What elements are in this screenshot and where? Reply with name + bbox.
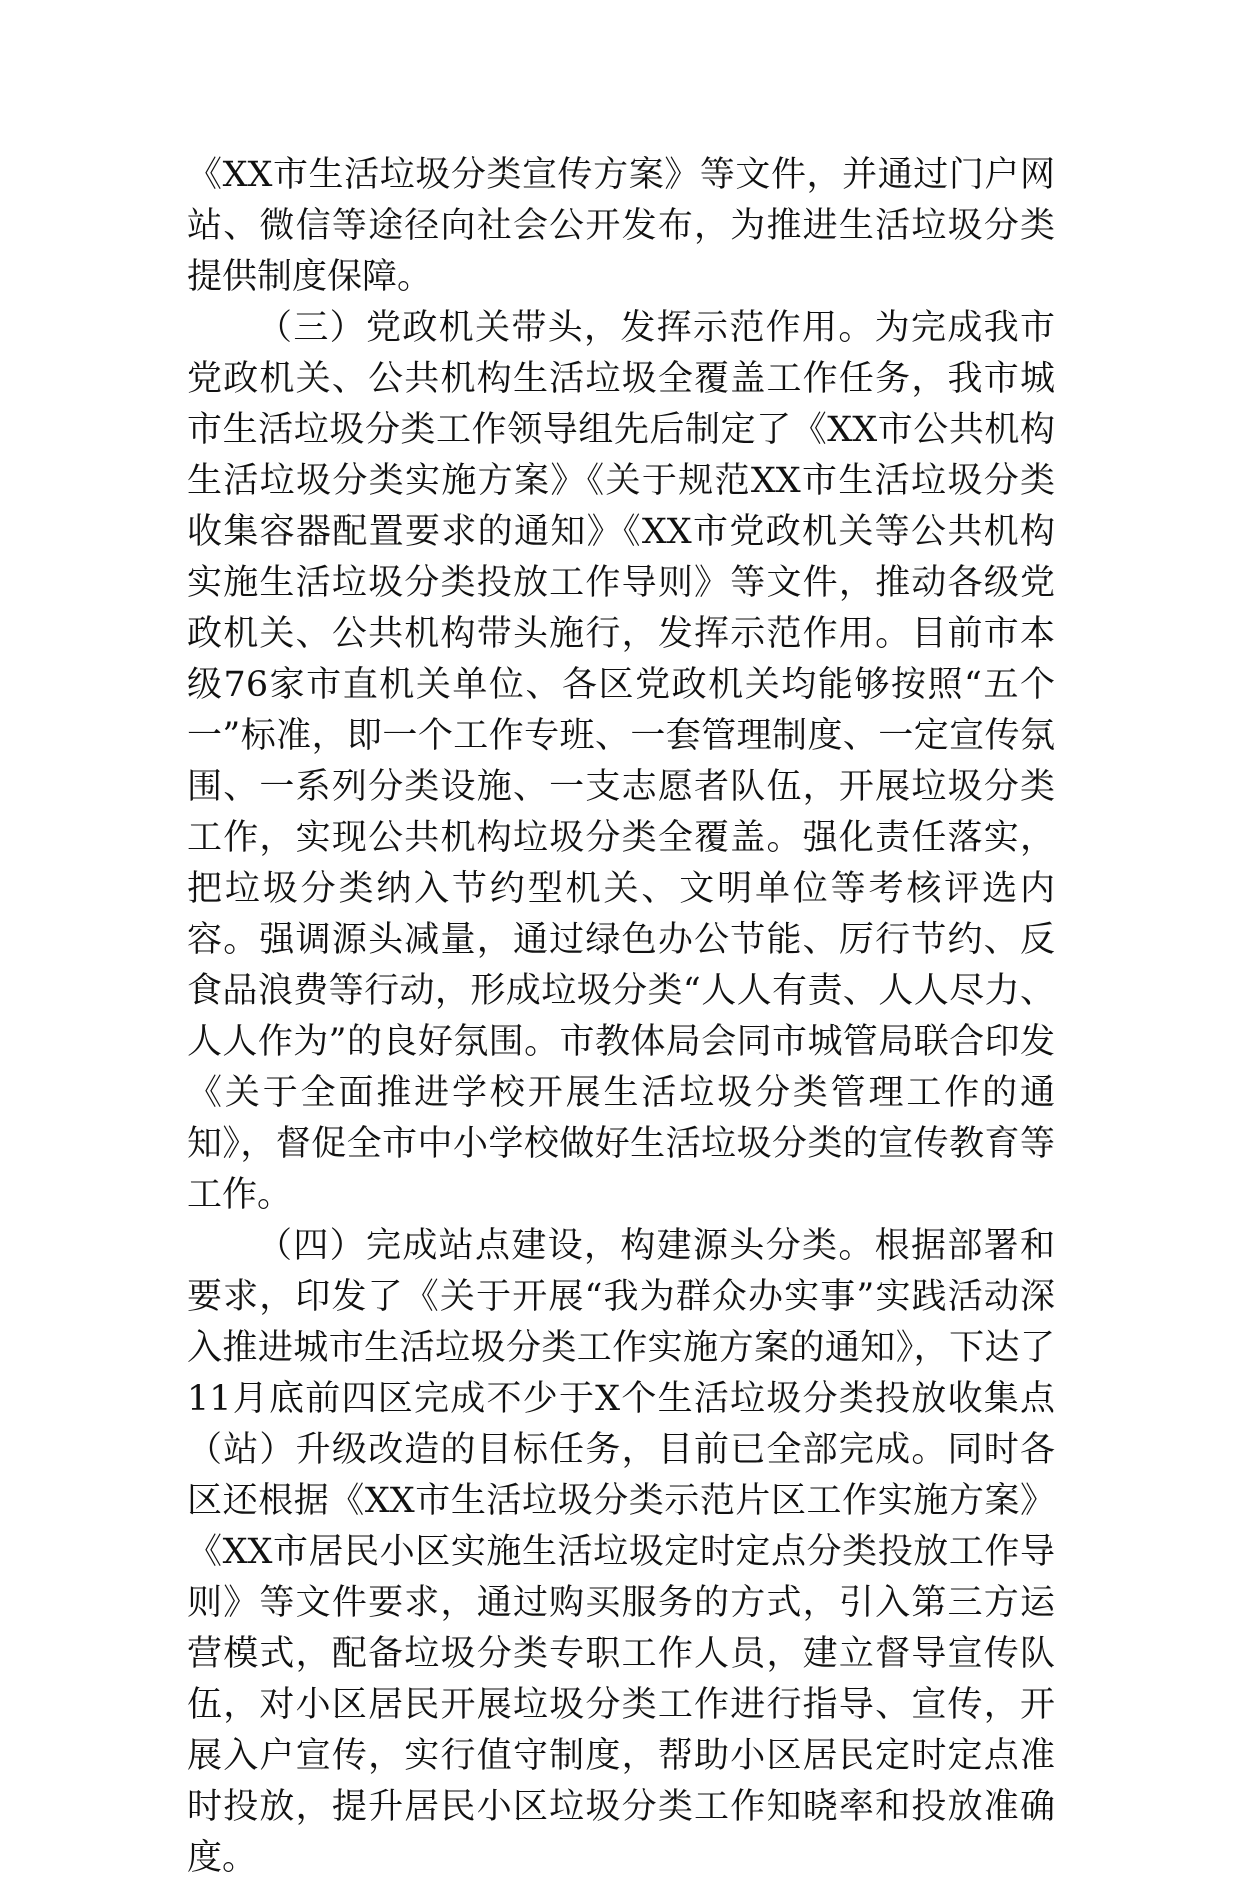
paragraph-section-4: （四）完成站点建设，构建源头分类。根据部署和要求，印发了《关于开展“我为群众办实事”实践活动深入推进城市生活垃圾分类工作实施方案的通知》，下达了11月底前四区完成不少于X个生活垃圾分类投放收集点（站）升级改造的目标任务，目前已全部完成。同时各区还根据《XX市生活垃圾分类示范片区工作实施方案》《XX市居民小区实施生活垃圾定时定点分类投放工作导则》等文件要求，通过购买服务的方式，引入第三方运营模式，配备垃圾分类专职工作人员，建立督导宣传队伍，对小区居民开展垃圾分类工作进行指导、宣传，开展入户宣传，实行值守制度，帮助小区居民定时定点准时投放，提升居民小区垃圾分类工作知晓率和投放准确度。: [187, 1226, 1055, 1878]
paragraph-section-3: （三）党政机关带头，发挥示范作用。为完成我市党政机关、公共机构生活垃圾全覆盖工作任务，我市城市生活垃圾分类工作领导组先后制定了《XX市公共机构生活垃圾分类实施方案》《关于规范XX市生活垃圾分类收集容器配置要求的通知》《XX市党政机关等公共机构实施生活垃圾分类投放工作导则》等文件，推动各级党政机关、公共机构带头施行，发挥示范作用。目前市本级76家市直机关单位、各区党政机关均能够按照“五个一”标准，即一个工作专班、一套管理制度、一定宣传氛围、一系列分类设施、一支志愿者队伍，开展垃圾分类工作，实现公共机构垃圾分类全覆盖。强化责任落实，把垃圾分类纳入节约型机关、文明单位等考核评选内容。强调源头减量，通过绿色办公节能、厉行节约、反食品浪费等行动，形成垃圾分类“人人有责、人人尽力、人人作为”的良好氛围。市教体局会同市城管局联合印发《关于全面推进学校开展生活垃圾分类管理工作的通知》，督促全市中小学校做好生活垃圾分类的宣传教育等工作。: [187, 308, 1055, 1215]
document-body: [187, 150, 1055, 1884]
paragraph-continuation: 《XX市生活垃圾分类宣传方案》等文件，并通过门户网站、微信等途径向社会公开发布，为推进生活垃圾分类提供制度保障。: [187, 155, 1055, 297]
